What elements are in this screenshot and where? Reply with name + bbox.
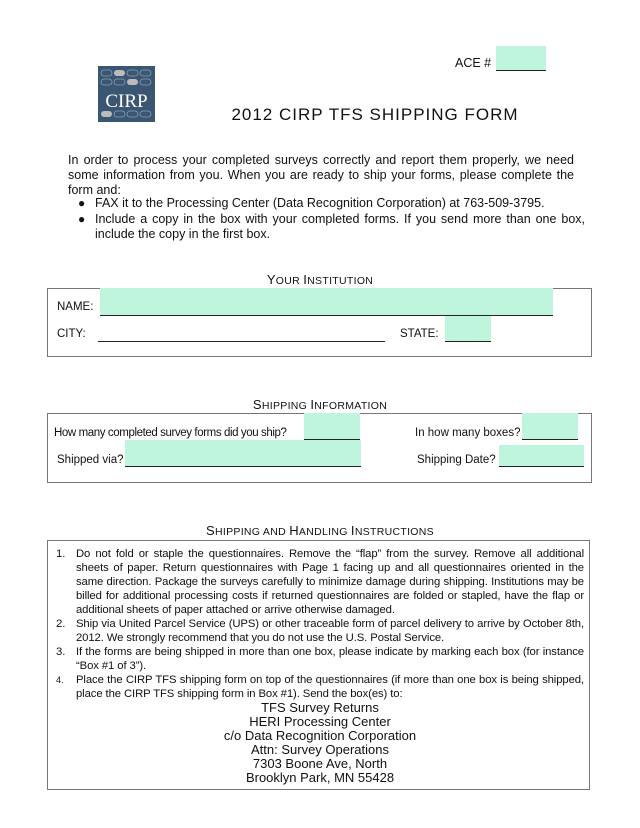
name-field[interactable]	[100, 288, 553, 316]
address-line: TFS Survey Returns	[261, 700, 379, 715]
state-label: STATE:	[400, 328, 439, 340]
institution-heading: YOUR INSTITUTION	[266, 272, 374, 287]
ace-field[interactable]	[496, 46, 546, 71]
shipping-heading: SHIPPING INFORMATION	[252, 397, 388, 412]
instruction-item	[56, 673, 584, 701]
instruction-text: If the forms are being shipped in more than one box, please indicate by marking each box (for instance “Box #1 of 3”).	[76, 646, 584, 672]
via-label: Shipped via?	[57, 454, 124, 466]
svg-text:CIRP: CIRP	[105, 91, 148, 112]
bullet-icon: ●	[78, 212, 86, 226]
via-field[interactable]	[125, 440, 361, 467]
instruction-text: Place the CIRP TFS shipping form on top of the questionnaires (if more than one box is being shipped, place the CIRP TFS shipping form in Box #1). Send the box(es) to:	[76, 674, 584, 700]
date-label: Shipping Date?	[417, 454, 496, 466]
instruction-item	[56, 645, 584, 673]
boxes-field[interactable]	[522, 413, 578, 440]
ace-label: ACE #	[455, 56, 492, 70]
instruction-text: Ship via United Parcel Service (UPS) or other traceable form of parcel delivery to arrive by October 8th, 2012. We strongly recommend that you do not use the U.S. Postal Service.	[76, 618, 584, 644]
item-number: 4.	[56, 675, 64, 685]
address-line: Brooklyn Park, MN 55428	[245, 770, 395, 785]
item-number: 2.	[56, 618, 66, 630]
count-label: How many completed survey forms did you ship?	[54, 427, 287, 439]
instruction-item	[56, 547, 584, 617]
address-line: 7303 Boone Ave, North	[252, 756, 388, 771]
state-field[interactable]	[445, 316, 491, 342]
instructions-heading: SHIPPING AND HANDLING INSTRUCTIONS	[206, 523, 434, 538]
city-field[interactable]	[98, 341, 385, 342]
page-title: 2012 CIRP TFS SHIPPING FORM	[231, 105, 519, 124]
address-line: Attn: Survey Operations	[250, 742, 389, 757]
cirp-logo-graphic	[98, 66, 155, 122]
date-field[interactable]	[499, 445, 584, 467]
city-label: CITY:	[57, 328, 86, 340]
instructions-box	[47, 540, 590, 790]
instruction-text: Do not fold or staple the questionnaires. Remove the “flap” from the survey. Remove all additional sheets of paper. Return questionnaires with Page 1 facing up and all questionnaires oriented in the same direction. Package the surveys carefully to minimize damage during shipping. Institutions may be billed for additional processing costs if returned questionnaires are folded or stapled, have the flap or additional sheets of paper attached or arrive otherwise damaged.	[76, 548, 584, 616]
item-number: 3.	[56, 646, 66, 658]
address-line: HERI Processing Center	[249, 714, 391, 729]
intro-bullet: Include a copy in the box with your completed forms. If you send more than one box, include the copy in the first box.	[95, 212, 585, 241]
item-number: 1.	[56, 548, 66, 560]
count-field[interactable]	[304, 413, 360, 440]
instruction-item	[56, 617, 584, 645]
intro-paragraph: In order to process your completed surveys correctly and report them properly, we need some information from you. When you are ready to ship your forms, please complete the form and:	[68, 153, 574, 197]
boxes-label: In how many boxes?	[415, 427, 521, 439]
name-label: NAME:	[57, 301, 94, 313]
bullet-icon: ●	[78, 196, 86, 210]
address-line: c/o Data Recognition Corporation	[223, 728, 417, 743]
cirp-logo	[98, 66, 155, 122]
intro-bullet: FAX it to the Processing Center (Data Recognition Corporation) at 763-509-3795.	[95, 196, 545, 210]
